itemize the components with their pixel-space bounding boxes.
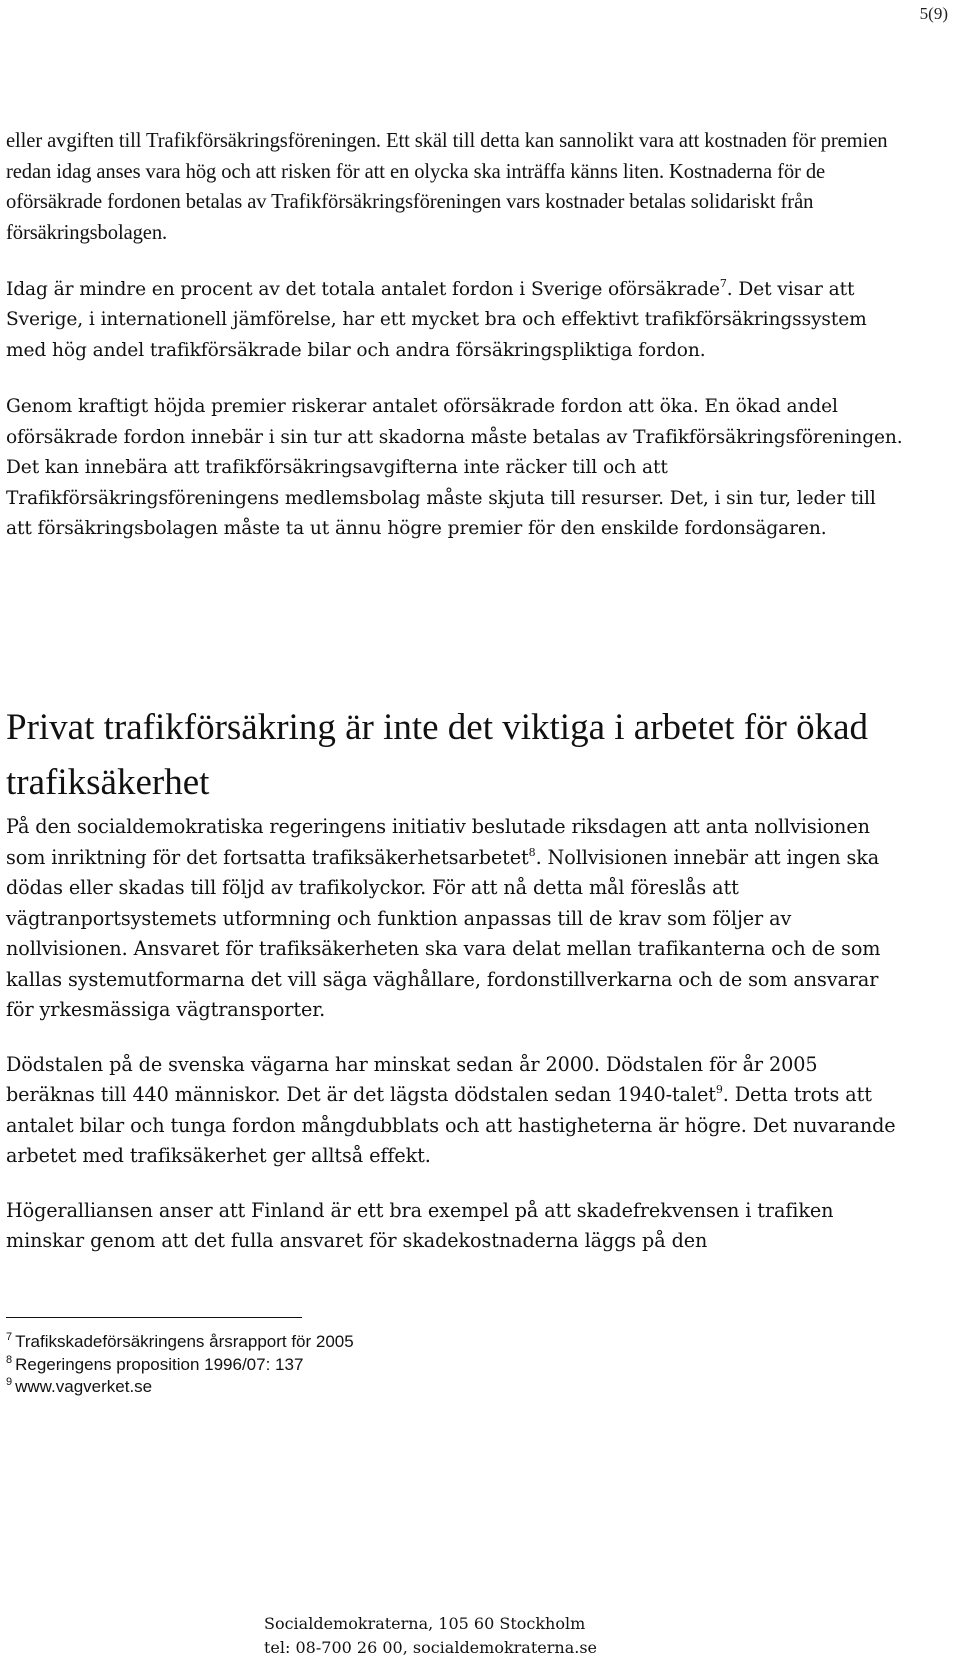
- footnote-8: [6, 1354, 354, 1377]
- paragraph-3: Genom kraftigt höjda premier riskerar antalet oförsäkrade fordon att öka. En ökad andel oförsäkrade fordon innebär i sin tur att skadorna måste betalas av Trafikförsäkringsföreningen. Det kan innebära att trafikförsäkringsavgifterna inte räcker till och att Trafikförsäkringsföreningens medlemsbolag måste skjuta till resurser. Det, i sin tur, leder till att försäkringsbolagen måste ta ut ännu högre premier för den enskilde fordonsägaren.: [6, 396, 903, 540]
- footer-contact: tel: 08-700 26 00, socialdemokraterna.se: [264, 1638, 597, 1657]
- footnote-link[interactable]: www.vagverket.se: [15, 1377, 153, 1396]
- footnote-text: Trafikskadeförsäkringens årsrapport för 2005: [15, 1332, 354, 1351]
- footnotes: [6, 1331, 354, 1399]
- paragraph-2: [6, 275, 906, 367]
- footnote-ref-8[interactable]: 8: [528, 845, 536, 859]
- footnote-number: 7: [6, 1331, 13, 1343]
- paragraph-4-text-a: På den socialdemokratiska regeringens initiativ beslutade riksdagen att anta nollvisionen som inriktning för det fortsatta trafiksäkerhetsarbetet: [6, 815, 870, 869]
- footnote-ref-9[interactable]: 9: [715, 1083, 723, 1096]
- footnote-ref-7[interactable]: 7: [719, 276, 727, 290]
- page-footer: [264, 1612, 597, 1660]
- paragraph-5-text-b: . Detta trots att antalet bilar och tunga fordon mångdubblats och att hastigheterna är högre. Det nuvarande arbetet med trafiksäkerhet ger alltså effekt.: [6, 1083, 896, 1167]
- footer-address: Socialdemokraterna, 105 60 Stockholm: [264, 1614, 586, 1633]
- footnote-9: [6, 1376, 354, 1399]
- body-section-1: [6, 126, 906, 545]
- footnote-text: Regeringens proposition 1996/07: 137: [15, 1354, 304, 1374]
- paragraph-6: Högeralliansen anser att Finland är ett bra exempel på att skadefrekvensen i trafiken minskar genom att det fulla ansvaret för skadekostnaderna läggs på den: [6, 1198, 834, 1252]
- paragraph-4: [6, 812, 906, 1026]
- paragraph-1: eller avgiften till Trafikförsäkringsföreningen. Ett skäl till detta kan sannolikt vara att kostnaden för premien redan idag anses vara hög och att risken för att en olycka ska inträffa känns liten. Kostnaderna för de oförsäkrade fordonen betalas av Trafikförsäkringsföreningen vars kostnader betalas solidariskt från försäkringsbolagen.: [6, 130, 888, 245]
- body-section-2: [6, 812, 906, 1257]
- paragraph-4-text-b: . Nollvisionen innebär att ingen ska dödas eller skadas till följd av trafikolyckor. För att nå detta mål föreslås att vägtranportsystemets utformning och funktion anpassas till de krav som följer av nollvisionen. Ansvaret för trafiksäkerheten ska vara delat mellan trafikanterna och de som kallas systemutformarna det vill säga väghållare, fordonstillverkarna och de som ansvarar för yrkesmässiga vägtransporter.: [6, 845, 881, 1021]
- paragraph-2-text-b: . Det visar att Sverige, i internationell jämförelse, har ett mycket bra och effektivt trafikförsäkringssystem med hög andel trafikförsäkrade bilar och andra försäkringspliktiga fordon.: [6, 278, 867, 361]
- paragraph-5-text-a: Dödstalen på de svenska vägarna har minskat sedan år 2000. Dödstalen för år 2005 beräknas till 440 människor. Det är det lägsta dödstalen sedan 1940-talet: [6, 1052, 818, 1106]
- paragraph-2-text-a: Idag är mindre en procent av det totala antalet fordon i Sverige oförsäkrade: [6, 278, 720, 300]
- footnote-number: 8: [6, 1353, 13, 1366]
- page-number: 5(9): [919, 4, 948, 23]
- footnote-divider: [6, 1317, 302, 1318]
- footnote-7: [6, 1331, 354, 1354]
- footnote-number: 9: [6, 1376, 13, 1388]
- paragraph-5: [6, 1050, 906, 1172]
- section-heading: Privat trafikförsäkring är inte det viktiga i arbetet för ökad trafiksäkerhet: [6, 707, 869, 803]
